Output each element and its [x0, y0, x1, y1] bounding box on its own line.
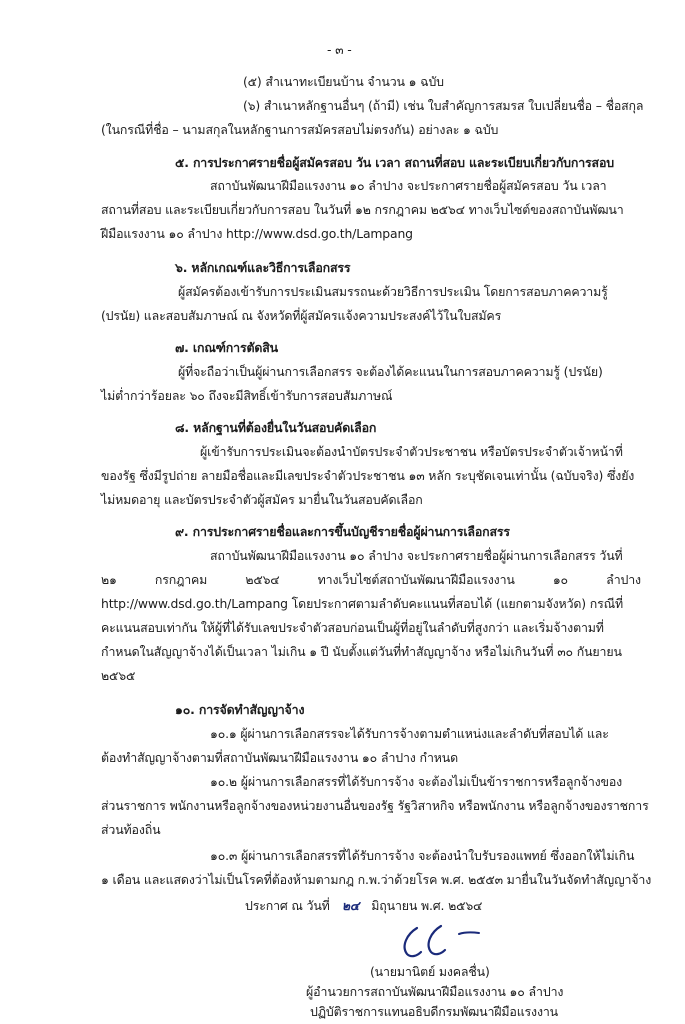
section-7-line-2: ไม่ต่ำกว่าร้อยละ ๖๐ ถึงจะมีสิทธิ์เข้ารับการสอบสัมภาษณ์ — [101, 388, 393, 403]
section-7-line-1: ผู้ที่จะถือว่าเป็นผู้ผ่านการเลือกสรร จะต้องได้คะแนนในการสอบภาคความรู้ (ปรนัย) — [178, 364, 603, 379]
section-8-line-3: ไม่หมดอายุ และบัตรประจำตัวผู้สมัคร มายื่นในวันสอบคัดเลือก — [101, 492, 423, 507]
section-9-line-1: สถาบันพัฒนาฝีมือแรงงาน ๑๐ ลำปาง จะประกาศรายชื่อผู้ผ่านการเลือกสรร วันที่ — [210, 548, 623, 563]
section-6-heading: ๖. หลักเกณฑ์และวิธีการเลือกสรร — [175, 260, 351, 275]
section-9-heading: ๙. การประกาศรายชื่อและการขึ้นบัญชีรายชื่อผู้ผ่านการเลือกสรร — [175, 524, 510, 539]
announcement-date — [245, 898, 482, 914]
section-8-line-1: ผู้เข้ารับการประเมินจะต้องนำบัตรประจำตัวประชาชน หรือบัตรประจำตัวเจ้าหน้าที่ — [200, 444, 623, 459]
item-6-line-2: (ในกรณีที่ชื่อ – นามสกุลในหลักฐานการสมัครสอบไม่ตรงกัน) อย่างละ ๑ ฉบับ — [101, 122, 499, 137]
section-5-heading: ๕. การประกาศรายชื่อผู้สมัครสอบ วัน เวลา สถานที่สอบ และระเบียบเกี่ยวกับการสอบ — [175, 155, 614, 170]
section-10-1-line-2: ต้องทำสัญญาจ้างตามที่สถาบันพัฒนาฝีมือแรงงาน ๑๐ ลำปาง กำหนด — [101, 750, 459, 765]
section-9-word: ๒๑ — [101, 572, 117, 587]
section-5-line-1: สถาบันพัฒนาฝีมือแรงงาน ๑๐ ลำปาง จะประกาศรายชื่อผู้สมัครสอบ วัน เวลา — [210, 178, 607, 193]
section-9-line-5: กำหนดในสัญญาจ้างได้เป็นเวลา ไม่เกิน ๑ ปี นับตั้งแต่วันที่ทำสัญญาจ้าง หรือไม่เกินวันที่ ๓๐ กันยายน — [101, 644, 622, 659]
section-8-heading: ๘. หลักฐานที่ต้องยื่นในวันสอบคัดเลือก — [175, 420, 377, 435]
announcement-suffix: มิถุนายน พ.ศ. ๒๕๖๔ — [371, 898, 483, 913]
signature-image — [395, 916, 505, 966]
section-9-word: ทางเว็บไซต์สถาบันพัฒนาฝีมือแรงงาน — [317, 572, 515, 587]
section-10-2-line-1: ๑๐.๒ ผู้ผ่านการเลือกสรรที่ได้รับการจ้าง จะต้องไม่เป็นข้าราชการหรือลูกจ้างของ — [210, 774, 623, 789]
section-9-line-2 — [101, 572, 641, 588]
section-9-line-3: http://www.dsd.go.th/Lampang โดยประกาศตามลำดับคะแนนที่สอบได้ (แยกตามจังหวัด) กรณีที่ — [101, 596, 623, 611]
signatory-name: (นายมานิตย์ มงคลชื่น) — [370, 964, 490, 979]
section-10-2-line-3: ส่วนท้องถิ่น — [101, 822, 161, 837]
section-10-2-line-2: ส่วนราชการ พนักงานหรือลูกจ้างของหน่วยงานอื่นของรัฐ รัฐวิสาหกิจ หรือพนักงาน หรือลูกจ้างของราชการ — [101, 798, 649, 813]
signatory-position-2: ปฏิบัติราชการแทนอธิบดีกรมพัฒนาฝีมือแรงงาน — [310, 1004, 558, 1019]
section-5-line-2: สถานที่สอบ และระเบียบเกี่ยวกับการสอบ ในวันที่ ๑๒ กรกฎาคม ๒๕๖๔ ทางเว็บไซต์ของสถาบันพัฒนา — [101, 202, 624, 217]
section-6-line-2: (ปรนัย) และสอบสัมภาษณ์ ณ จังหวัดที่ผู้สมัครแจ้งความประสงค์ไว้ในใบสมัคร — [101, 308, 502, 323]
section-9-word: ๑๐ — [552, 572, 568, 587]
signatory-position-1: ผู้อำนวยการสถาบันพัฒนาฝีมือแรงงาน ๑๐ ลำปาง — [306, 984, 564, 999]
announcement-prefix: ประกาศ ณ วันที่ — [245, 898, 330, 913]
page-number: - ๓ - — [327, 42, 352, 57]
item-5: (๕) สำเนาทะเบียนบ้าน จำนวน ๑ ฉบับ — [243, 74, 444, 89]
section-10-heading: ๑๐. การจัดทำสัญญาจ้าง — [175, 702, 305, 717]
section-9-line-4: คะแนนสอบเท่ากัน ให้ผู้ที่ได้รับเลขประจำตัวสอบก่อนเป็นผู้ที่อยู่ในลำดับที่สูงกว่า และเริ่มจ้างตามที่ — [101, 620, 604, 635]
section-10-3-line-1: ๑๐.๓ ผู้ผ่านการเลือกสรรที่ได้รับการจ้าง จะต้องนำใบรับรองแพทย์ ซึ่งออกให้ไม่เกิน — [210, 848, 635, 863]
section-10-3-line-2: ๑ เดือน และแสดงว่าไม่เป็นโรคที่ต้องห้ามตามกฎ ก.พ.ว่าด้วยโรค พ.ศ. ๒๕๕๓ มายื่นในวันจัดทำสัญญาจ้าง — [101, 872, 652, 887]
section-7-heading: ๗. เกณฑ์การตัดสิน — [175, 340, 278, 355]
section-9-word: กรกฎาคม — [154, 572, 208, 587]
section-10-1-line-1: ๑๐.๑ ผู้ผ่านการเลือกสรรจะได้รับการจ้างตามตำแหน่งและลำดับที่สอบได้ และ — [210, 726, 609, 741]
section-8-line-2: ของรัฐ ซึ่งมีรูปถ่าย ลายมือชื่อและมีเลขประจำตัวประชาชน ๑๓ หลัก ระบุชัดเจนเท่านั้น (ฉบับจริง) ซึ่งยัง — [101, 468, 635, 483]
section-6-line-1: ผู้สมัครต้องเข้ารับการประเมินสมรรถนะด้วยวิธีการประเมิน โดยการสอบภาคความรู้ — [178, 284, 608, 299]
item-6-line-1: (๖) สำเนาหลักฐานอื่นๆ (ถ้ามี) เช่น ใบสำคัญการสมรส ใบเปลี่ยนชื่อ – ชื่อสกุล — [243, 98, 644, 113]
section-9-line-6: ๒๕๖๕ — [101, 668, 136, 683]
section-9-word: ลำปาง — [606, 572, 641, 587]
announcement-day: ๒๔ — [341, 898, 360, 913]
section-5-line-3: ฝีมือแรงงาน ๑๐ ลำปาง http://www.dsd.go.th/Lampang — [101, 226, 413, 241]
section-9-word: ๒๕๖๔ — [245, 572, 280, 587]
